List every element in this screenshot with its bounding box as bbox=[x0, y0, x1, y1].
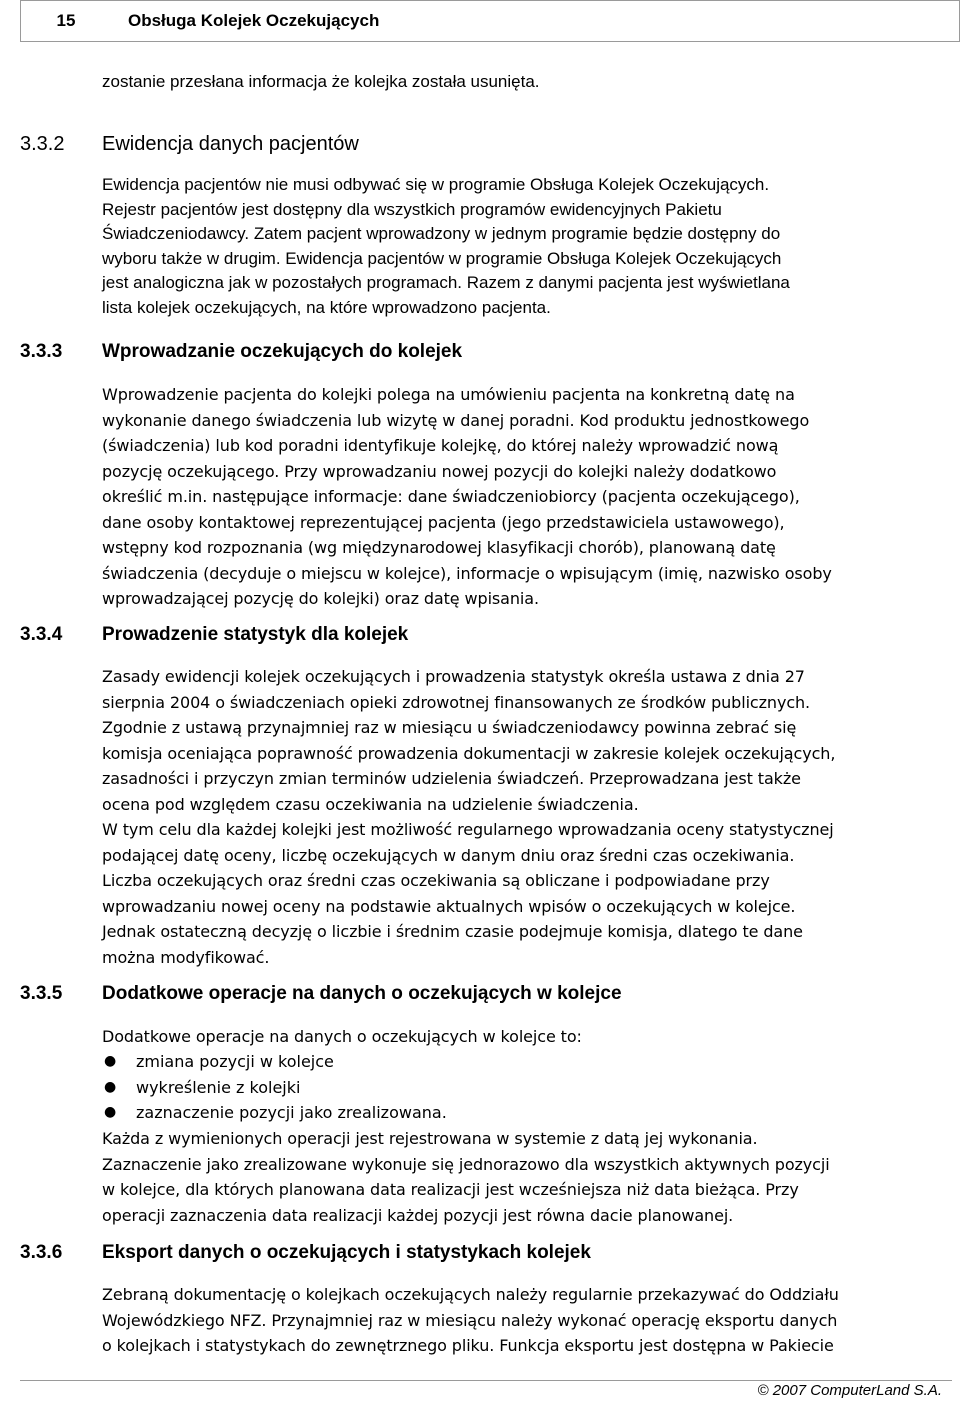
section-heading-3-3-2 bbox=[20, 133, 950, 156]
text-line: podającej datę oceny, liczbę oczekujących w danym dniu oraz średni czas oczekiwania. bbox=[102, 845, 795, 865]
section-heading-3-3-6 bbox=[20, 1242, 950, 1264]
text-line: określić m.in. następujące informacje: dane świadczeniobiorcy (pacjenta oczekującego), bbox=[102, 487, 800, 506]
section-paragraph-3-3-2 bbox=[102, 173, 952, 320]
section-intro-3-3-5: Dodatkowe operacje na danych o oczekujących w kolejce to: bbox=[102, 1027, 582, 1046]
text-line: Zaznaczenie jako zrealizowane wykonuje się jednorazowo dla wszystkich aktywnych pozycji bbox=[102, 1154, 830, 1174]
header-title: Obsługa Kolejek Oczekujących bbox=[110, 0, 960, 42]
section-title: Wprowadzanie oczekujących do kolejek bbox=[102, 341, 463, 362]
section-title: Ewidencja danych pacjentów bbox=[102, 133, 359, 155]
section-title: Dodatkowe operacje na danych o oczekujących w kolejce bbox=[102, 983, 622, 1004]
intro-line: zostanie przesłana informacja że kolejka została usunięta. bbox=[102, 72, 540, 91]
text-line: Zgodnie z ustawą przynajmniej raz w miesiącu u świadczeniodawcy powinna zebrać się bbox=[102, 718, 797, 737]
text-line: wykonanie danego świadczenia lub wizytę w danej poradni. Kod produktu jednostkowego bbox=[102, 410, 810, 430]
text-line: dane osoby kontaktowej reprezentującej pacjenta (jego przedstawiciela ustawowego), bbox=[102, 512, 785, 532]
bullet-icon: ● bbox=[104, 1053, 117, 1069]
section-number: 3.3.6 bbox=[20, 1242, 63, 1263]
list-item-text: wykreślenie z kolejki bbox=[136, 1077, 301, 1097]
text-line: W tym celu dla każdej kolejki jest możliwość regularnego wprowadzania oceny statystycznej bbox=[102, 820, 834, 839]
page-header bbox=[20, 0, 960, 42]
list-item bbox=[102, 1075, 942, 1101]
text-line: w kolejce, dla których planowana data realizacji jest wcześniejsza niż data bieżąca. Przy bbox=[102, 1180, 799, 1199]
text-line: Jednak ostateczną decyzję o liczbie i średnim czasie podejmuje komisja, dlatego te dane bbox=[102, 922, 803, 941]
text-line: Zasady ewidencji kolejek oczekujących i prowadzenia statystyk określa ustawa z dnia 27 bbox=[102, 667, 805, 686]
section-title: Eksport danych o oczekujących i statystykach kolejek bbox=[102, 1242, 591, 1263]
text-line: zasadności i przyczyn zmian terminów udzielenia świadczeń. Przeprowadzana jest także bbox=[102, 769, 801, 788]
text-line: Ewidencja pacjentów nie musi odbywać się w programie Obsługa Kolejek Oczekujących. bbox=[102, 175, 770, 194]
list-item-text: zaznaczenie pozycji jako zrealizowana. bbox=[136, 1103, 447, 1122]
text-line: Wojewódzkiego NFZ. Przynajmniej raz w miesiącu należy wykonać operację eksportu danych bbox=[102, 1310, 838, 1330]
section-paragraph-3-3-5 bbox=[102, 1126, 952, 1228]
page-number: 15 bbox=[20, 0, 112, 42]
bullet-icon: ● bbox=[104, 1078, 117, 1095]
text-line: Świadczeniodawcy. Zatem pacjent wprowadzony w jednym programie będzie dostępny do bbox=[102, 224, 781, 243]
text-line: pozycję oczekującego. Przy wprowadzaniu nowej pozycji do kolejki należy dodatkowo bbox=[102, 461, 777, 481]
section-title: Prowadzenie statystyk dla kolejek bbox=[102, 624, 409, 645]
section-number: 3.3.2 bbox=[20, 133, 65, 155]
text-line: wstępny kod rozpoznania (wg międzynarodowej klasyfikacji chorób), planowaną datę bbox=[102, 538, 776, 557]
text-line: Rejestr pacjentów jest dostępny dla wszystkich programów ewidencyjnych Pakietu bbox=[102, 199, 722, 219]
text-line: jest analogiczna jak w pozostałych programach. Razem z danymi pacjenta jest wyświetlana bbox=[102, 273, 790, 292]
text-line: lista kolejek oczekujących, na które wprowadzono pacjenta. bbox=[102, 297, 551, 317]
section-number: 3.3.4 bbox=[20, 624, 63, 645]
section-heading-3-3-4 bbox=[20, 624, 950, 646]
text-line: komisja oceniająca poprawność prowadzenia dokumentacji w zakresie kolejek oczekujących, bbox=[102, 743, 836, 763]
text-line: operacji zaznaczenia data realizacji każdej pozycji jest równa dacie planowanej. bbox=[102, 1205, 734, 1225]
text-line: Zebraną dokumentację o kolejkach oczekujących należy regularnie przekazywać do Oddziału bbox=[102, 1285, 839, 1304]
text-line: wprowadzaniu nowej oceny na podstawie aktualnych wpisów o oczekujących w kolejce. bbox=[102, 896, 796, 916]
section-paragraph-3-3-4 bbox=[102, 664, 952, 970]
text-line: (świadczenia) lub kod poradni identyfikuje kolejkę, do której należy wprowadzić nową bbox=[102, 436, 779, 455]
section-heading-3-3-3 bbox=[20, 341, 950, 363]
text-line: wyboru także w drugim. Ewidencja pacjentów w programie Obsługa Kolejek Oczekujących bbox=[102, 248, 782, 268]
text-line: o kolejkach i statystykach do zewnętrznego pliku. Funkcja eksportu jest dostępna w Pakiecie bbox=[102, 1336, 834, 1355]
list-item bbox=[102, 1100, 942, 1126]
bullet-icon: ● bbox=[104, 1104, 117, 1120]
footer-copyright: © 2007 ComputerLand S.A. bbox=[757, 1382, 942, 1399]
list-item-text: zmiana pozycji w kolejce bbox=[136, 1052, 334, 1071]
section-paragraph-3-3-6 bbox=[102, 1282, 952, 1359]
text-line: świadczenia (decyduje o miejscu w kolejce), informacje o wpisującym (imię, nazwisko osoby bbox=[102, 563, 832, 583]
text-line: można modyfikować. bbox=[102, 947, 270, 967]
operations-list bbox=[102, 1049, 942, 1126]
text-line: sierpnia 2004 o świadczeniach opieki zdrowotnej finansowanych ze środków publicznych. bbox=[102, 692, 811, 712]
text-line: wprowadzającej pozycję do kolejki) oraz datę wpisania. bbox=[102, 589, 539, 608]
list-item bbox=[102, 1049, 942, 1075]
section-paragraph-3-3-3 bbox=[102, 382, 952, 612]
text-line: Wprowadzenie pacjenta do kolejki polega na umówieniu pacjenta na konkretną datę na bbox=[102, 385, 795, 404]
section-heading-3-3-5 bbox=[20, 983, 950, 1005]
text-line: Każda z wymienionych operacji jest rejestrowana w systemie z datą jej wykonania. bbox=[102, 1129, 758, 1148]
section-number: 3.3.3 bbox=[20, 341, 63, 362]
section-number: 3.3.5 bbox=[20, 983, 63, 1004]
text-line: Liczba oczekujących oraz średni czas oczekiwania są obliczane i podpowiadane przy bbox=[102, 871, 770, 890]
text-line: ocena pod względem czasu oczekiwania na udzielenie świadczenia. bbox=[102, 794, 639, 814]
